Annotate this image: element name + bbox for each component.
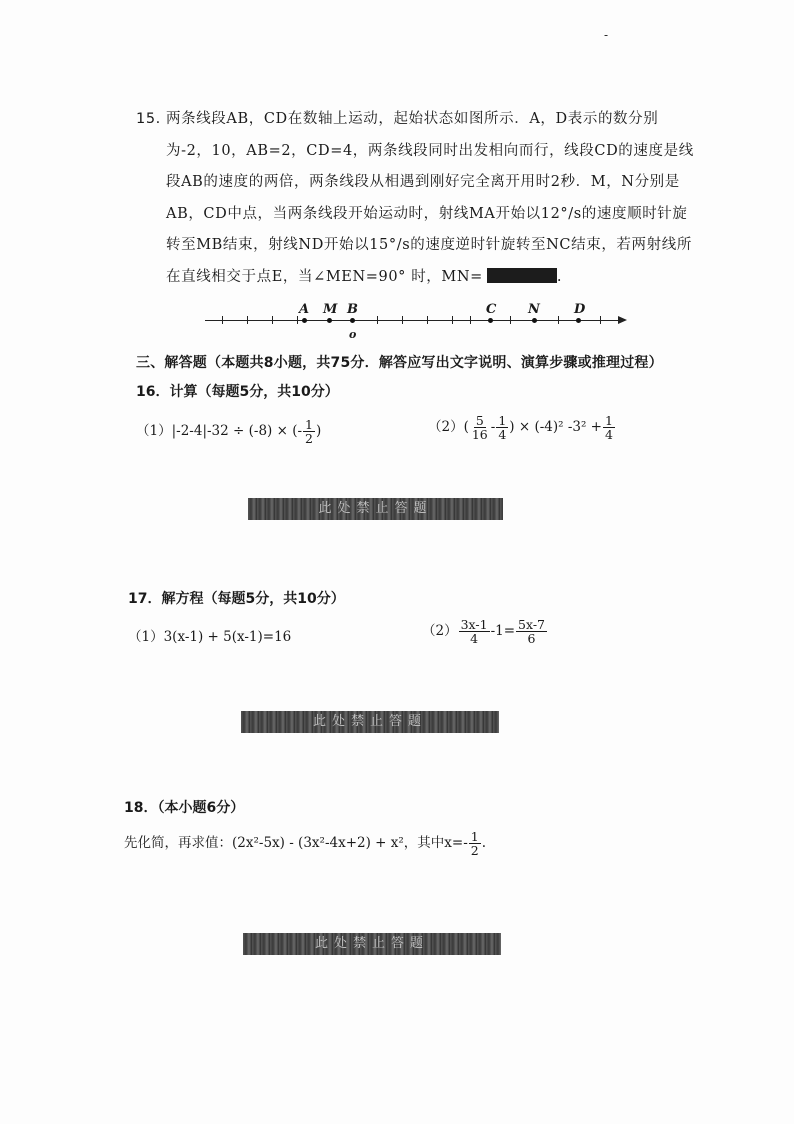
axis-arrow-icon xyxy=(618,316,627,324)
point-a xyxy=(302,318,307,323)
label-n: N xyxy=(528,302,540,317)
q16-part-1 xyxy=(136,418,321,445)
point-m xyxy=(327,318,332,323)
axis-tick xyxy=(427,316,428,324)
q16-p2-minus: - xyxy=(490,419,496,435)
point-b xyxy=(350,318,355,323)
q17-part-1: （1）3(x-1) + 5(x-1)=16 xyxy=(128,629,292,645)
axis-tick xyxy=(402,316,403,324)
frac-numerator: 1 xyxy=(498,413,507,428)
q16-p2-fraction-2 xyxy=(496,414,508,441)
label-m: M xyxy=(323,302,338,317)
no-answer-banner-17: 此处禁止答题 xyxy=(241,711,499,733)
section-3-title: 三、解答题（本题共8小题，共75分．解答应写出文字说明、演算步骤或推理过程） xyxy=(136,355,663,371)
axis-tick xyxy=(470,316,471,324)
frac-denominator: 6 xyxy=(527,631,536,646)
axis-tick xyxy=(558,316,559,324)
number-line xyxy=(200,290,630,345)
axis-tick xyxy=(377,316,378,324)
frac-numerator: 1 xyxy=(305,417,313,432)
frac-numerator: 5 xyxy=(475,413,484,428)
axis-tick xyxy=(272,316,273,324)
axis-tick xyxy=(222,316,223,324)
q17-p2-fraction-1 xyxy=(459,618,490,645)
q16-p1-close: ) xyxy=(316,423,322,439)
q17-part-2 xyxy=(422,618,548,645)
q16-title: 16．计算（每题5分，共10分） xyxy=(136,384,339,400)
frac-numerator: 1 xyxy=(470,829,479,844)
q15-line-6 xyxy=(166,262,706,294)
q15-line-4: AB，CD中点，当两条线段开始运动时，射线MA开始以12°/s的速度顺时针旋 xyxy=(166,205,688,222)
frac-denominator: 2 xyxy=(305,431,313,446)
q17-p2-label: （2） xyxy=(422,623,458,639)
axis-line xyxy=(205,320,623,321)
q16-p1-label: （1） xyxy=(136,423,172,439)
q16-p2-rest: ) × (-4)² -3² + xyxy=(509,419,602,435)
q15-line-5: 转至MB结束，射线ND开始以15°/s的速度逆时针旋转至NC结束，若两射线所 xyxy=(166,237,692,253)
q17-p2-mid: -1= xyxy=(490,623,516,639)
q16-part-2 xyxy=(428,414,616,441)
q16-p1-expr: |-2-4|-32 ÷ (-8) × (- xyxy=(171,423,303,439)
label-c: C xyxy=(486,302,497,317)
axis-tick xyxy=(297,316,298,324)
frac-denominator: 4 xyxy=(498,427,507,442)
axis-tick xyxy=(247,316,248,324)
label-origin: o xyxy=(349,328,357,341)
label-a: A xyxy=(299,302,310,317)
q15-line-6-text: 在直线相交于点E，当∠MEN=90° 时，MN= xyxy=(166,268,483,285)
frac-numerator: 5x-7 xyxy=(518,617,545,632)
q15-line-1: 两条线段AB，CD在数轴上运动，起始状态如图所示．A，D表示的数分别 xyxy=(166,111,659,127)
axis-tick xyxy=(510,316,511,324)
frac-denominator: 2 xyxy=(470,843,479,858)
no-answer-banner-18: 此处禁止答题 xyxy=(243,933,501,955)
q18-expression xyxy=(124,830,486,857)
point-n xyxy=(532,318,537,323)
q15-end: . xyxy=(556,268,563,285)
label-d: D xyxy=(574,302,586,317)
q15-line-2: 为-2，10，AB=2，CD=4，两条线段同时出发相向而行，线段CD的速度是线 xyxy=(166,142,694,159)
q15-number: 15. xyxy=(136,111,161,127)
q16-p2-fraction-3 xyxy=(603,414,615,441)
q16-p1-fraction xyxy=(303,418,315,445)
q18-text: 先化简，再求值：(2x²-5x) - (3x²-4x+2) + x²，其中x=- xyxy=(124,835,468,851)
answer-redaction xyxy=(487,268,557,283)
frac-denominator: 4 xyxy=(470,631,479,646)
question-15 xyxy=(136,104,706,293)
q18-title: 18．（本小题6分） xyxy=(124,800,245,816)
frac-denominator: 4 xyxy=(605,427,613,442)
frac-numerator: 3x-1 xyxy=(460,617,488,632)
q18-end: . xyxy=(481,835,487,851)
q17-p2-fraction-2 xyxy=(516,618,547,645)
q16-p2-label: （2）( xyxy=(428,419,469,435)
top-mark: - xyxy=(604,28,609,42)
label-b: B xyxy=(347,302,358,317)
q15-line-3: 段AB的速度的两倍，两条线段从相遇到刚好完全离开用时2秒．M，N分别是 xyxy=(166,174,680,190)
point-d xyxy=(576,318,581,323)
frac-numerator: 1 xyxy=(605,413,613,428)
q16-p2-fraction-1 xyxy=(470,414,490,441)
axis-tick xyxy=(452,316,453,324)
q18-fraction xyxy=(469,830,481,857)
frac-denominator: 16 xyxy=(471,427,488,442)
axis-tick xyxy=(600,316,601,324)
point-c xyxy=(488,318,493,323)
q17-title: 17．解方程（每题5分，共10分） xyxy=(128,591,345,607)
no-answer-banner-16: 此处禁止答题 xyxy=(248,498,503,520)
